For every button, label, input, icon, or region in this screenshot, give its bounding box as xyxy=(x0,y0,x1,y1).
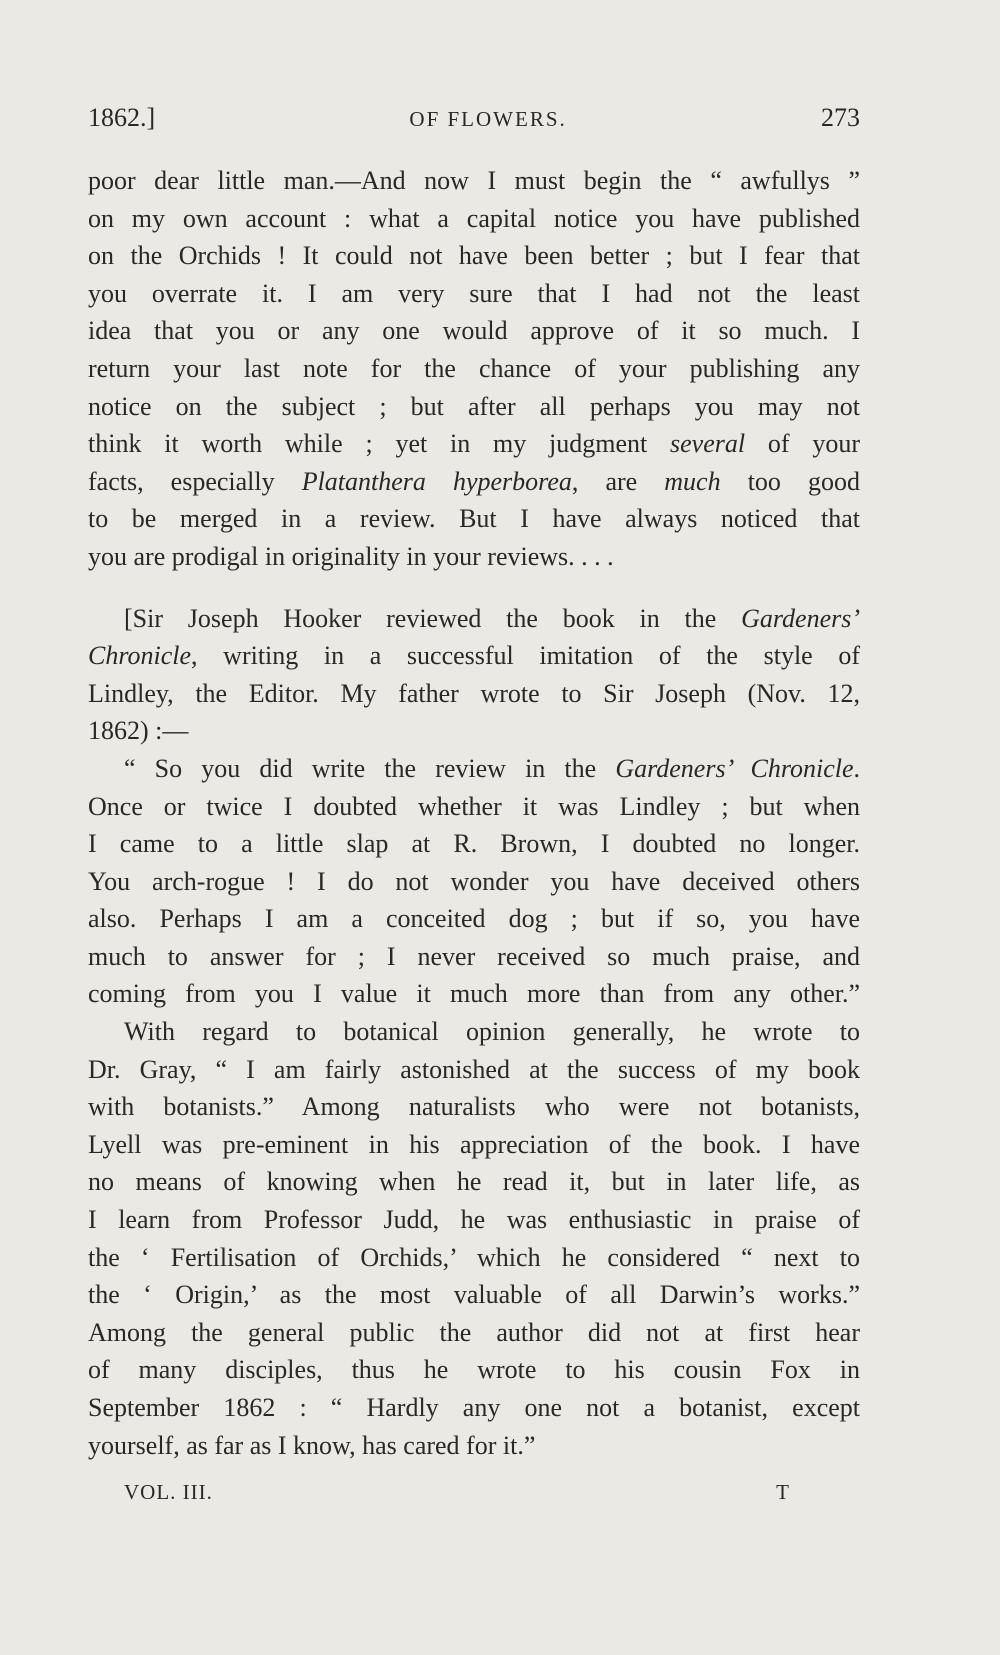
text-line: to be merged in a review. But I have always noticed that xyxy=(88,504,860,534)
text-line: poor dear little man.—And now I must begin the “ awfullys ” xyxy=(88,166,860,195)
text-line: on my own account : what a capital notice you have published xyxy=(88,203,860,233)
paragraph-hooker-review xyxy=(88,600,860,750)
text-line: the ‘ Origin,’ as the most valuable of all Darwin’s works.” xyxy=(88,1280,860,1310)
text-line: coming from you I value it much more than from any other.” xyxy=(88,979,860,1009)
text-line: Lindley, the Editor. My father wrote to Sir Joseph (Nov. 12, xyxy=(88,678,860,708)
paragraph-letter-end xyxy=(88,162,860,576)
text-line: idea that you or any one would approve of it so much. I xyxy=(88,316,860,346)
text-line: Chronicle, writing in a successful imitation of the style of xyxy=(88,641,860,671)
page-footer xyxy=(124,1480,790,1505)
text-line: September 1862 : “ Hardly any one not a botanist, except xyxy=(88,1393,860,1422)
text-line: “ So you did write the review in the Gardeners’ Chronicle. xyxy=(124,753,861,783)
text-line: much to answer for ; I never received so much praise, and xyxy=(88,941,860,971)
page-body xyxy=(88,162,860,1464)
text-line: yourself, as far as I know, has cared for it.” xyxy=(88,1430,536,1460)
text-line: facts, especially Platanthera hyperborea, are much too good xyxy=(88,466,860,496)
text-line: no means of knowing when he read it, but in later life, as xyxy=(88,1167,860,1197)
text-line: With regard to botanical opinion generally, he wrote to xyxy=(124,1017,860,1047)
text-line: 1862) :— xyxy=(88,716,189,746)
text-line: Lyell was pre-eminent in his appreciation of the book. I have xyxy=(88,1129,860,1159)
text-line: I came to a little slap at R. Brown, I doubted no longer. xyxy=(88,829,860,859)
signature-mark: T xyxy=(776,1480,790,1504)
text-line: with botanists.” Among naturalists who were not botanists, xyxy=(88,1092,860,1122)
volume-label: VOL. III. xyxy=(124,1480,213,1504)
header-title: OF FLOWERS. xyxy=(409,107,567,131)
text-line: Once or twice I doubted whether it was Lindley ; but when xyxy=(88,791,860,821)
text-line: notice on the subject ; but after all perhaps you may not xyxy=(88,391,860,421)
page-number: 273 xyxy=(821,103,860,132)
text-line: return your last note for the chance of your publishing any xyxy=(88,353,860,383)
paragraph-botanical-opinion xyxy=(88,1013,860,1464)
paragraph-gap xyxy=(88,576,860,600)
text-line: You arch-rogue ! I do not wonder you have deceived others xyxy=(88,866,860,896)
text-line: Among the general public the author did not at first hear xyxy=(88,1317,860,1347)
text-line: [Sir Joseph Hooker reviewed the book in the Gardeners’ xyxy=(124,603,860,633)
text-line: you overrate it. I am very sure that I had not the least xyxy=(88,278,860,308)
text-line: on the Orchids ! It could not have been better ; but I fear that xyxy=(88,241,860,271)
text-line: think it worth while ; yet in my judgment several of your xyxy=(88,429,860,459)
text-line: the ‘ Fertilisation of Orchids,’ which he considered “ next to xyxy=(88,1242,860,1272)
text-line: I learn from Professor Judd, he was enthusiastic in praise of xyxy=(88,1205,860,1235)
text-line: Dr. Gray, “ I am fairly astonished at the success of my book xyxy=(88,1054,860,1084)
text-line: you are prodigal in originality in your reviews. . . . xyxy=(88,541,614,571)
running-header xyxy=(88,103,860,143)
header-year: 1862.] xyxy=(88,103,156,132)
text-line: also. Perhaps I am a conceited dog ; but if so, you have xyxy=(88,904,860,934)
paragraph-letter-hooker xyxy=(88,750,860,1013)
text-line: of many disciples, thus he wrote to his cousin Fox in xyxy=(88,1355,860,1385)
